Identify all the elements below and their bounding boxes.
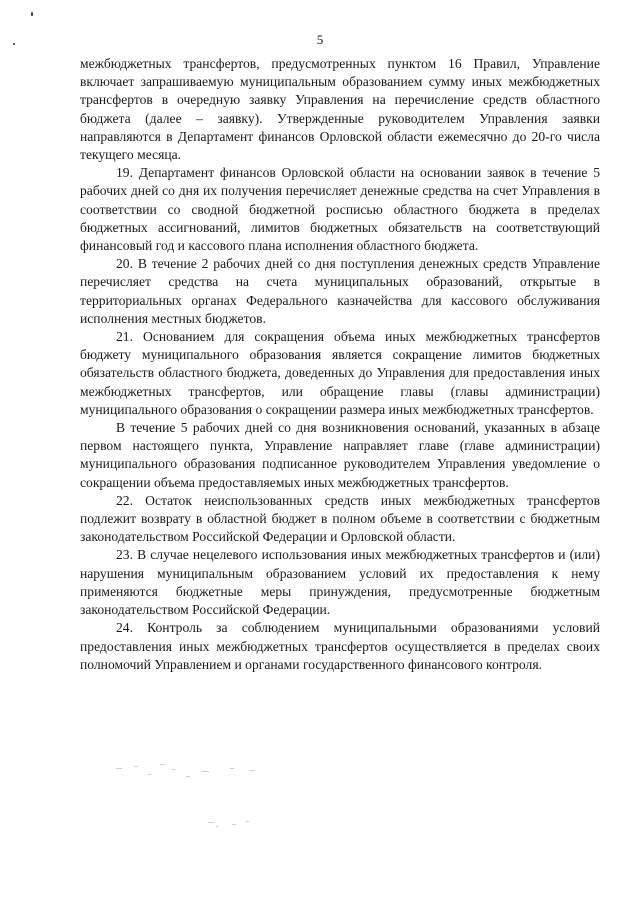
paragraph-item-23: 23. В случае нецелевого использования иных межбюджетных трансфертов и (или) нарушения муниципальным образованием условий их предоставления к нему применяются бюджетные меры принуждения, предусмотренные бюджетным законодательством Российской Федерации.: [80, 547, 600, 618]
paragraph-continuation: межбюджетных трансфертов, предусмотренных пунктом 16 Правил, Управление включает запрашиваемую муниципальным образованием сумму иных межбюджетных трансфертов в очередную заявку Управления на перечисление средств областного бюджета (далее – заявку). Утвержденные руководителем Управления заявки направляются в Департамент финансов Орловской области ежемесячно до 20-го числа текущего месяца.: [80, 56, 600, 163]
scan-speck: [31, 12, 33, 16]
page-number: 5: [316, 32, 324, 47]
paragraph-item-24: 24. Контроль за соблюдением муниципальными образованиями условий предоставления иных межбюджетных трансфертов осуществляется в пределах своих полномочий Управлением и органами государственного финансового контроля.: [80, 620, 600, 672]
document-body: [80, 55, 600, 674]
paragraph-item-22: 22. Остаток неиспользованных средств иных межбюджетных трансфертов подлежит возврату в областной бюджет в полном объеме в соответствии с бюджетным законодательством Российской Федерации и Орловской области.: [80, 492, 600, 545]
paragraph-item-21: 21. Основанием для сокращения объема иных межбюджетных трансфертов бюджету муниципального образования является сокращение лимитов бюджетных обязательств областного бюджета, доведенных до Управления для предоставления иных межбюджетных трансфертов, или обращение главы (главы администрации) муниципального образования о сокращении размера иных межбюджетных трансфертов.: [80, 329, 600, 417]
paragraph-item-19: 19. Департамент финансов Орловской области на основании заявок в течение 5 рабочих дней со дня их получения перечисляет денежные средства на счет Управления в соответствии со сводной бюджетной росписью областного бюджета в пределах бюджетных ассигнований, лимитов бюджетных обязательств на соответствующий финансовый год и кассового плана исполнения областного бюджета.: [80, 165, 600, 254]
faint-stamp-traces: [112, 760, 272, 840]
paragraph-item-21-continuation: В течение 5 рабочих дней со дня возникновения оснований, указанных в абзаце первом настоящего пункта, Управление направляет главе (главе администрации) муниципального образования подписанное руководителем Управления уведомление о сокращении объема предоставляемых иных межбюджетных трансфертов.: [80, 420, 600, 490]
paragraph-item-20: 20. В течение 2 рабочих дней со дня поступления денежных средств Управление перечисляет средства на счета муниципальных образований, открытые в территориальных органах Федерального казначейства для кассового обслуживания исполнения местных бюджетов.: [80, 256, 600, 326]
